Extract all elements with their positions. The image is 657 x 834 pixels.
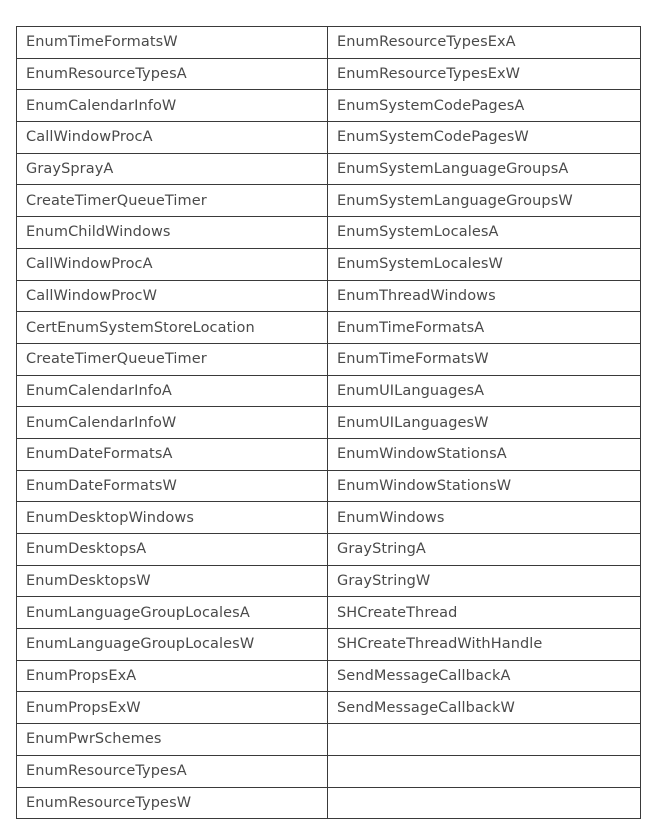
table-cell-left: EnumDesktopWindows (17, 502, 328, 534)
table-cell-left: CallWindowProcA (17, 122, 328, 154)
table-cell-left: EnumDateFormatsW (17, 470, 328, 502)
table-cell-right: EnumTimeFormatsA (328, 312, 641, 344)
table-cell-right (328, 755, 641, 787)
table-row (17, 692, 641, 724)
table-cell-right: EnumUILanguagesA (328, 375, 641, 407)
table-cell-left: EnumDateFormatsA (17, 438, 328, 470)
table-cell-left: EnumDesktopsW (17, 565, 328, 597)
table-row (17, 280, 641, 312)
table-cell-left: EnumResourceTypesA (17, 58, 328, 90)
table-cell-left: EnumLanguageGroupLocalesA (17, 597, 328, 629)
table-cell-right: EnumTimeFormatsW (328, 343, 641, 375)
table-row (17, 565, 641, 597)
table-cell-right: EnumWindows (328, 502, 641, 534)
table-cell-left: CertEnumSystemStoreLocation (17, 312, 328, 344)
table-cell-right: EnumResourceTypesExW (328, 58, 641, 90)
api-function-table (16, 26, 641, 819)
table-cell-right: GrayStringW (328, 565, 641, 597)
table-cell-left: CreateTimerQueueTimer (17, 185, 328, 217)
table-cell-left: EnumDesktopsA (17, 534, 328, 566)
table-cell-right: EnumSystemLocalesW (328, 248, 641, 280)
table-body (17, 27, 641, 819)
table-row (17, 755, 641, 787)
table-cell-left: EnumCalendarInfoA (17, 375, 328, 407)
table-cell-right (328, 724, 641, 756)
table-row (17, 248, 641, 280)
table-row (17, 343, 641, 375)
table-cell-left: EnumTimeFormatsW (17, 27, 328, 59)
table-row (17, 312, 641, 344)
table-row (17, 122, 641, 154)
table-cell-left: EnumPropsExA (17, 660, 328, 692)
table-cell-right: EnumWindowStationsA (328, 438, 641, 470)
table-cell-right: EnumThreadWindows (328, 280, 641, 312)
table-row (17, 787, 641, 819)
table-cell-right: SendMessageCallbackA (328, 660, 641, 692)
table-cell-left: CreateTimerQueueTimer (17, 343, 328, 375)
table-cell-left: EnumCalendarInfoW (17, 407, 328, 439)
table-cell-right: EnumUILanguagesW (328, 407, 641, 439)
table-cell-right: EnumSystemCodePagesA (328, 90, 641, 122)
table-cell-left: CallWindowProcA (17, 248, 328, 280)
table-row (17, 660, 641, 692)
table-cell-left: EnumPropsExW (17, 692, 328, 724)
table-row (17, 502, 641, 534)
table-cell-right: SHCreateThread (328, 597, 641, 629)
table-cell-right: EnumSystemLanguageGroupsW (328, 185, 641, 217)
table-row (17, 597, 641, 629)
table-row (17, 438, 641, 470)
table-row (17, 185, 641, 217)
table-cell-left: EnumChildWindows (17, 217, 328, 249)
table-row (17, 58, 641, 90)
table-cell-right: SHCreateThreadWithHandle (328, 629, 641, 661)
table-row (17, 629, 641, 661)
table-cell-right: EnumWindowStationsW (328, 470, 641, 502)
table-cell-left: GraySprayA (17, 153, 328, 185)
table-row (17, 534, 641, 566)
table-cell-right: EnumResourceTypesExA (328, 27, 641, 59)
table-row (17, 407, 641, 439)
table-cell-left: EnumPwrSchemes (17, 724, 328, 756)
table-row (17, 153, 641, 185)
table-row (17, 217, 641, 249)
table-cell-right: EnumSystemLanguageGroupsA (328, 153, 641, 185)
table-row (17, 375, 641, 407)
table-cell-right: SendMessageCallbackW (328, 692, 641, 724)
table-cell-right (328, 787, 641, 819)
table-cell-left: CallWindowProcW (17, 280, 328, 312)
table-cell-left: EnumCalendarInfoW (17, 90, 328, 122)
table-cell-left: EnumLanguageGroupLocalesW (17, 629, 328, 661)
table-row (17, 470, 641, 502)
table-row (17, 724, 641, 756)
table-cell-right: EnumSystemLocalesA (328, 217, 641, 249)
table-row (17, 27, 641, 59)
table-cell-right: GrayStringA (328, 534, 641, 566)
table-row (17, 90, 641, 122)
table-cell-left: EnumResourceTypesW (17, 787, 328, 819)
table-cell-right: EnumSystemCodePagesW (328, 122, 641, 154)
table-cell-left: EnumResourceTypesA (17, 755, 328, 787)
